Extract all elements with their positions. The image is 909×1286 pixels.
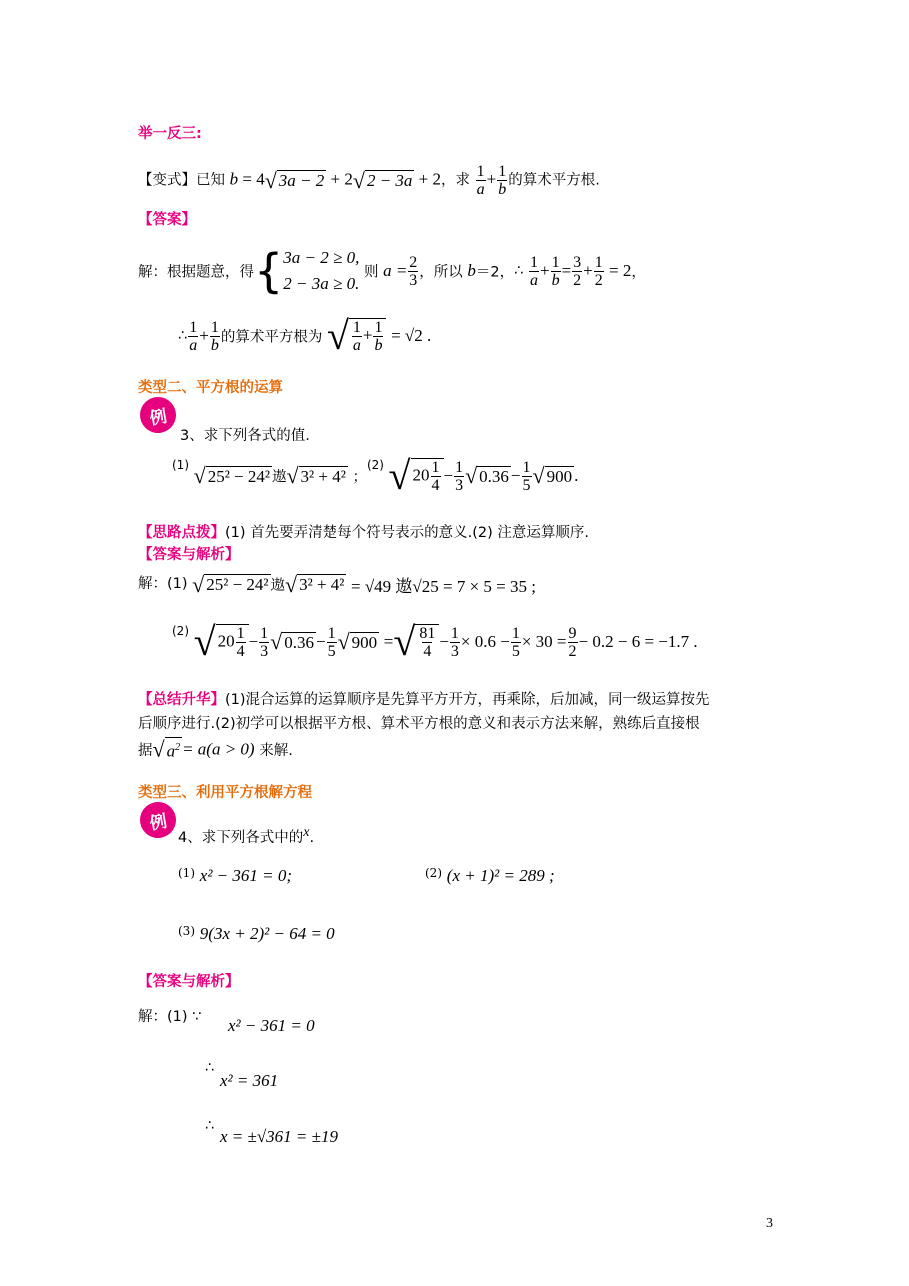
ans3-tag: 【答案与解析】 bbox=[138, 547, 240, 563]
variant-tag: 【变式】 bbox=[138, 172, 196, 189]
ans3-line2: $^{(2)}$ √ 20 $\frac{1}{4}$ − $\frac{1}{3}$ √ 0.36 − $\frac{1}{5}$ √ 900 =√ $\frac{81}{4}$ − $\frac{1}{3}$ × 0.6 − $\frac{1}{5}$ × 30 = $\frac{9}{2}$ − 0.2 − 6 = −1.7 . bbox=[172, 619, 698, 664]
ans4-l2: x² = 361 bbox=[220, 1071, 279, 1090]
var-post: 的算术平方根. bbox=[508, 172, 600, 189]
ans4-sol: 解：(1) ∵ bbox=[138, 1009, 202, 1025]
ex4-text: 4、求下列各式中的x. bbox=[178, 825, 315, 846]
section3-title: 类型三、利用平方根解方程 bbox=[138, 785, 312, 801]
ans1-so: ，所以 bbox=[419, 264, 463, 281]
answer-tag: 【答案】 bbox=[138, 212, 196, 228]
summary-l2: 后顺序进行.(2)初学可以根据平方根、算术平方根的意义和表示方法来解，熟练后直接根 bbox=[138, 716, 700, 732]
variant-line: 【变式】已知 b = 4√ 3a − 2 + 2√ 2 − 3a + 2，求 $\frac{1}{a}$ + $\frac{1}{b}$ 的算术平方根. bbox=[138, 163, 600, 198]
therefore-a: ∴ bbox=[205, 1060, 215, 1076]
frac-1-2: $\frac{1}{2}$ bbox=[594, 253, 603, 289]
a-eq: a = bbox=[383, 261, 408, 280]
ex4-eq3: $^{(3)}$ 9(3x + 2)² − 64 = 0 bbox=[178, 924, 335, 943]
example-badge-4: 例 bbox=[137, 799, 179, 841]
ex3-text: 3、求下列各式的值. bbox=[180, 428, 310, 444]
ex3-formulas: $^{(1)}$ √ 25² − 24² 遨√ 3² + 4² ；$^{(2)}$ √ 20 $\frac{1}{4}$ − $\frac{1}{3}$ √ 0.36 − $\frac{1}{5}$ √ 900 . bbox=[172, 453, 579, 498]
summary-l3: 据√ $a^2 = a(a > 0)$ 来解. bbox=[138, 736, 293, 762]
frac-1-b: $\frac{1}{b}$ bbox=[498, 163, 507, 198]
ex4-eq2: $^{(2)}$ (x + 1)² = 289 ; bbox=[425, 866, 555, 885]
ans3-line1: 解：(1) √ 25² − 24² 遨√ 3² + 4² = √49 遨√25 = 7 × 5 = 35 ; bbox=[138, 571, 536, 597]
sqrt-sum: √ $\frac{1}{a}$ + $\frac{1}{b}$ bbox=[327, 318, 387, 354]
eq-chain: = 2 bbox=[604, 261, 632, 280]
page-number: 3 bbox=[766, 1216, 773, 1231]
line2-post: 的算术平方根为 bbox=[220, 329, 323, 346]
sqrt-mixed: √ 20 $\frac{1}{4}$ bbox=[389, 458, 444, 494]
system: 3a − 2 ≥ 0, 2 − 3a ≥ 0. bbox=[283, 248, 360, 293]
section2-title: 类型二、平方根的运算 bbox=[138, 380, 283, 396]
comma: ， bbox=[631, 264, 646, 281]
ans4-l3: x = ±√361 = ±19 bbox=[220, 1127, 338, 1146]
heading-practice: 举一反三: bbox=[138, 126, 202, 142]
answer1-line2: ∴ $\frac{1}{a}$ + $\frac{1}{b}$ 的算术平方根为 √ $\frac{1}{a}$ + $\frac{1}{b}$ = √2 . bbox=[178, 313, 432, 358]
sqrt-2: √ 2 − 3a bbox=[352, 167, 413, 193]
frac-1-a-2: $\frac{1}{a}$ bbox=[529, 253, 538, 289]
frac-1-a: $\frac{1}{a}$ bbox=[476, 163, 485, 198]
hint-line bbox=[138, 521, 589, 542]
hint-tag: 【思路点拨】 bbox=[138, 525, 225, 541]
var-mid: ，求 bbox=[441, 172, 471, 189]
hint-text: (1) 首先要弄清楚每个符号表示的意义.(2) 注意运算顺序. bbox=[225, 525, 590, 541]
b-eq: b bbox=[467, 261, 476, 280]
var-tail: + 2 bbox=[414, 169, 442, 189]
therefore-1: ∴ bbox=[514, 263, 524, 279]
therefore-2: ∴ bbox=[178, 328, 188, 344]
var-eq: = 4 bbox=[238, 169, 265, 189]
ans4-l1: x² − 361 = 0 bbox=[228, 1016, 315, 1035]
line2-tail: = √2 . bbox=[391, 326, 432, 345]
frac-3-2: $\frac{3}{2}$ bbox=[573, 253, 582, 289]
var-plus2: + 2 bbox=[326, 169, 353, 189]
sqrt-25-24: √ 25² − 24² bbox=[193, 463, 270, 488]
ex4-eq1: $^{(1)}$ x² − 361 = 0; bbox=[178, 866, 293, 885]
var-b: b bbox=[229, 169, 239, 189]
sqrt-1: √ 3a − 2 bbox=[264, 167, 325, 193]
therefore-b: ∴ bbox=[205, 1118, 215, 1134]
brace: { bbox=[254, 244, 284, 298]
b-val: ＝2， bbox=[475, 264, 515, 281]
ans4-tag: 【答案与解析】 bbox=[138, 974, 240, 990]
frac-1-b-3: $\frac{1}{b}$ bbox=[210, 318, 219, 354]
variant-pre: 已知 bbox=[196, 172, 225, 189]
frac-1-a-3: $\frac{1}{a}$ bbox=[189, 318, 198, 354]
summary-l1: 【总结升华】(1)混合运算的运算顺序是先算平方开方，再乘除，后加减，同一级运算按先 bbox=[138, 692, 710, 708]
ans1-then: 则 bbox=[363, 264, 379, 281]
sqrt-3-4: √ 3² + 4² bbox=[286, 463, 346, 488]
answer1-line1: 解：根据题意，得{ 3a − 2 ≥ 0, 2 − 3a ≥ 0. 则 a = $\frac{2}{3}$ ，所以 b＝2，∴ $\frac{1}{a}$ + $\frac{1}{b}$ = $\frac{3}{2}$ + $\frac{1}{2}$ = 2， bbox=[138, 244, 646, 298]
ans1-text: 解：根据题意，得 bbox=[138, 264, 254, 281]
frac-2-3: $\frac{2}{3}$ bbox=[409, 253, 418, 289]
frac-1-b-2: $\frac{1}{b}$ bbox=[551, 253, 560, 289]
example-badge-3: 例 bbox=[137, 394, 179, 436]
